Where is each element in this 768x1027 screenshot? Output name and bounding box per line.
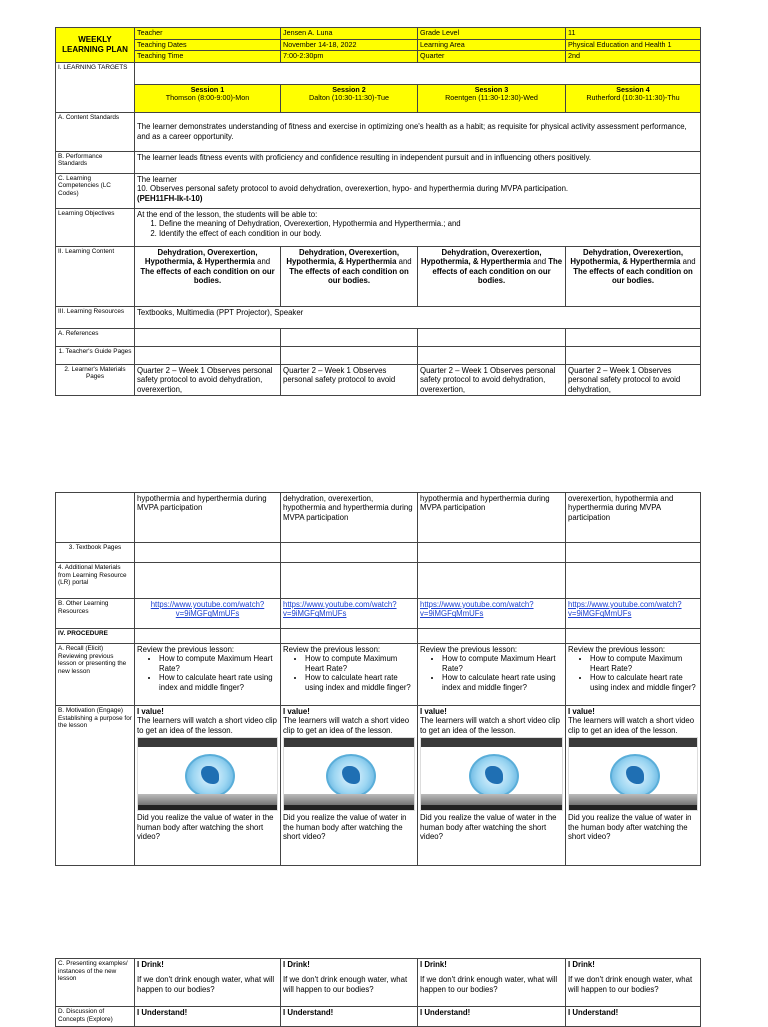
lm-pages: Quarter 2 – Week 1 Observes personal safety protocol to avoid dehydration,: [566, 364, 701, 395]
youtube-link[interactable]: https://www.youtube.com/watch?v=9iMGFqMmUFs: [420, 600, 534, 619]
blank-cell: [135, 328, 281, 346]
presenting-text: If we don't drink enough water, what will happen to our bodies?: [420, 975, 558, 994]
motivation-question: Did you realize the value of water in the human body after watching the short video?: [283, 813, 407, 842]
recall-item: • How to calculate heart rate using index and middle finger?: [159, 673, 278, 692]
learning-content-3: [418, 246, 566, 306]
discussion-title: I Understand!: [281, 1007, 418, 1027]
resource-link-cell: [135, 599, 281, 629]
recall-item: • How to compute Maximum Heart Rate?: [305, 654, 415, 673]
blank-cell: [135, 62, 701, 84]
performance-standards-text: The learner leads fitness events with proficiency and confidence resulting in independent pursuit and in influencing others positively.: [135, 151, 701, 173]
session-4: [566, 84, 701, 112]
motivation-question: Did you realize the value of water in the human body after watching the short video?: [137, 813, 274, 842]
presenting-text: If we don't drink enough water, what will happen to our bodies?: [137, 975, 275, 994]
globe-icon: [469, 754, 519, 798]
plan-table-3: [55, 958, 701, 1027]
recall-list: [568, 654, 698, 692]
video-thumbnail[interactable]: [420, 737, 563, 811]
session-name: Session 1: [190, 84, 225, 94]
learning-targets-label: I. LEARNING TARGETS: [56, 62, 135, 112]
content-topic: Dehydration, Overexertion, Hypothermia, & Hyperthermia: [286, 247, 400, 267]
recall-item: • How to calculate heart rate using index and middle finger?: [590, 673, 698, 692]
recall-item: • How to calculate heart rate using index and middle finger?: [442, 673, 563, 692]
recall-intro: Review the previous lesson:: [283, 645, 381, 654]
objectives-intro: At the end of the lesson, the students will be able to:: [137, 209, 318, 219]
recall-item: • How to compute Maximum Heart Rate?: [159, 654, 278, 673]
plan-table-1: [55, 27, 701, 396]
motivation-text: The learners will watch a short video clip to get an idea of the lesson.: [283, 716, 410, 735]
procedure-label: IV. PROCEDURE: [56, 629, 135, 644]
resource-link-cell: [418, 599, 566, 629]
blank-cell: [135, 629, 281, 644]
motivation-cell: [281, 706, 418, 866]
content-topic: Dehydration, Overexertion, Hypothermia, & Hyperthermia: [420, 247, 542, 267]
recall-cell: [418, 644, 566, 706]
session-detail: Dalton (10:30-11:30)-Tue: [309, 93, 389, 103]
session-3: [418, 84, 566, 112]
quarter-value: 2nd: [566, 51, 701, 63]
motivation-text: The learners will watch a short video clip to get an idea of the lesson.: [568, 716, 695, 735]
lm-pages: Quarter 2 – Week 1 Observes personal safety protocol to avoid dehydration, overexertion,: [135, 364, 281, 395]
session-1: [135, 84, 281, 112]
presenting-cell: [281, 959, 418, 1007]
presenting-title: I Drink!: [137, 960, 164, 969]
blank-cell: [281, 563, 418, 599]
youtube-link[interactable]: https://www.youtube.com/watch?v=9iMGFqMmUFs: [150, 600, 265, 619]
motivation-text: The learners will watch a short video clip to get an idea of the lesson.: [420, 716, 560, 735]
lm-pages-cont: hypothermia and hyperthermia during MVPA participation: [418, 493, 566, 543]
plan-page-1: [55, 27, 700, 396]
teacher-value: Jensen A. Luna: [281, 28, 418, 40]
recall-cell: [281, 644, 418, 706]
blank-cell: [566, 563, 701, 599]
dates-label: Teaching Dates: [135, 39, 281, 51]
blank-cell: [566, 543, 701, 563]
blank-cell: [418, 543, 566, 563]
content-effects: The effects of each condition on our bodies.: [573, 266, 693, 285]
content-topic: Dehydration, Overexertion, Hypothermia, & Hyperthermia: [570, 247, 684, 267]
recall-cell: [135, 644, 281, 706]
textbook-label: 3. Textbook Pages: [56, 543, 135, 563]
teachers-guide-label: 1. Teacher's Guide Pages: [56, 346, 135, 364]
youtube-link[interactable]: https://www.youtube.com/watch?v=9iMGFqMmUFs: [283, 600, 397, 619]
motivation-question: Did you realize the value of water in the human body after watching the short video?: [568, 813, 692, 842]
presenting-cell: [418, 959, 566, 1007]
session-detail: Rutherford (10:30-11:30)-Thu: [586, 93, 680, 103]
motivation-title: I value!: [568, 707, 595, 716]
content-standards-label: A. Content Standards: [56, 112, 135, 151]
learning-content-4: [566, 246, 701, 306]
presenting-cell: [566, 959, 701, 1007]
youtube-link[interactable]: https://www.youtube.com/watch?v=9iMGFqMmUFs: [568, 600, 682, 619]
presenting-title: I Drink!: [568, 960, 595, 969]
motivation-text: The learners will watch a short video clip to get an idea of the lesson.: [137, 716, 277, 735]
motivation-label: B. Motivation (Engage) Establishing a purpose for the lesson: [56, 706, 135, 866]
blank-cell: [281, 346, 418, 364]
discussion-title: I Understand!: [135, 1007, 281, 1027]
plan-table-2: [55, 492, 701, 866]
time-value: 7:00-2:30pm: [281, 51, 418, 63]
video-thumbnail[interactable]: [283, 737, 415, 811]
area-label: Learning Area: [418, 39, 566, 51]
motivation-cell: [566, 706, 701, 866]
other-resources-label: B. Other Learning Resources: [56, 599, 135, 629]
quarter-label: Quarter: [418, 51, 566, 63]
blank-cell: [566, 346, 701, 364]
recall-item: • How to calculate heart rate using index and middle finger?: [305, 673, 415, 692]
plan-title: WEEKLY LEARNING PLAN: [56, 28, 135, 63]
objectives-list: [137, 219, 698, 238]
blank-cell: [135, 543, 281, 563]
motivation-cell: [418, 706, 566, 866]
content-effects: The effects of each condition on our bodies.: [140, 266, 275, 285]
learning-content-2: [281, 246, 418, 306]
competency-text: 10. Observes personal safety protocol to avoid dehydration, overexertion, hypo- and hyperthermia during MVPA participation.: [137, 184, 569, 194]
time-label: Teaching Time: [135, 51, 281, 63]
lm-pages-cont: dehydration, overexertion, hypothermia and hyperthermia during MVPA participation: [281, 493, 418, 543]
recall-list: [137, 654, 278, 692]
teacher-label: Teacher: [135, 28, 281, 40]
content-effects: The effects of each condition on our bodies.: [289, 266, 409, 285]
motivation-title: I value!: [420, 707, 447, 716]
recall-intro: Review the previous lesson:: [568, 645, 666, 654]
blank-cell: [418, 629, 566, 644]
presenting-text: If we don't drink enough water, what will happen to our bodies?: [283, 975, 408, 994]
blank-cell: [281, 543, 418, 563]
session-detail: Thomson (8:00-9:00)-Mon: [165, 93, 250, 103]
video-thumbnail[interactable]: [137, 737, 278, 811]
learners-materials-label: 2. Learner's Materials Pages: [56, 364, 135, 395]
video-thumbnail[interactable]: [568, 737, 698, 811]
content-and: and: [533, 257, 547, 267]
recall-list: [420, 654, 563, 692]
content-and: and: [398, 257, 412, 267]
area-value: Physical Education and Health 1: [566, 39, 701, 51]
recall-item: • How to compute Maximum Heart Rate?: [442, 654, 563, 673]
recall-item: • How to compute Maximum Heart Rate?: [590, 654, 698, 673]
dates-value: November 14-18, 2022: [281, 39, 418, 51]
session-name: Session 3: [474, 84, 509, 94]
recall-list: [283, 654, 415, 692]
objective-item: 1. Define the meaning of Dehydration, Overexertion, Hypothermia and Hyperthermia.; and: [159, 219, 698, 228]
globe-icon: [610, 754, 660, 798]
plan-page-2: [55, 492, 700, 866]
discussion-title: I Understand!: [566, 1007, 701, 1027]
globe-icon: [326, 754, 376, 798]
content-and: and: [682, 257, 696, 267]
recall-intro: Review the previous lesson:: [420, 645, 518, 654]
recall-label: A. Recall (Elicit) Reviewing previous lesson or presenting the new lesson: [56, 644, 135, 706]
learning-content-1: [135, 246, 281, 306]
blank-cell: [418, 563, 566, 599]
blank-cell: [135, 346, 281, 364]
presenting-title: I Drink!: [420, 960, 447, 969]
lm-pages-cont: overexertion, hypothermia and hyperthermia during MVPA participation: [566, 493, 701, 543]
learning-resources-label: III. Learning Resources: [56, 306, 135, 328]
presenting-label: C. Presenting examples/ instances of the new lesson: [56, 959, 135, 1007]
recall-intro: Review the previous lesson:: [137, 645, 235, 654]
motivation-question: Did you realize the value of water in the human body after watching the short video?: [420, 813, 557, 842]
blank-cell: [418, 328, 566, 346]
content-and: and: [257, 257, 271, 267]
motivation-title: I value!: [137, 707, 164, 716]
blank-cell: [135, 563, 281, 599]
content-topic: Dehydration, Overexertion, Hypothermia, & Hyperthermia: [144, 247, 258, 267]
blank-cell: [281, 629, 418, 644]
presenting-cell: [135, 959, 281, 1007]
resource-link-cell: [566, 599, 701, 629]
discussion-label: D. Discussion of Concepts (Explore): [56, 1007, 135, 1027]
presenting-title: I Drink!: [283, 960, 310, 969]
grade-value: 11: [566, 28, 701, 40]
motivation-cell: [135, 706, 281, 866]
blank-cell: [418, 346, 566, 364]
session-name: Session 4: [616, 84, 650, 94]
grade-label: Grade Level: [418, 28, 566, 40]
session-2: [281, 84, 418, 112]
learning-resources-text: Textbooks, Multimedia (PPT Projector), Speaker: [135, 306, 701, 328]
references-label: A. References: [56, 328, 135, 346]
additional-materials-label: 4. Additional Materials from Learning Resource (LR) portal: [56, 563, 135, 599]
globe-icon: [185, 754, 235, 798]
discussion-title: I Understand!: [418, 1007, 566, 1027]
objectives-label: Learning Objectives: [56, 208, 135, 246]
content-effects: The effects of each condition on our bodies.: [432, 257, 563, 285]
blank-cell: [56, 493, 135, 543]
motivation-title: I value!: [283, 707, 310, 716]
competency-intro: The learner: [137, 174, 177, 184]
blank-cell: [566, 629, 701, 644]
blank-cell: [566, 328, 701, 346]
presenting-text: If we don't drink enough water, what will happen to our bodies?: [568, 975, 693, 994]
plan-page-3: [55, 958, 700, 1027]
competencies-cell: [135, 173, 701, 208]
session-name: Session 2: [332, 84, 366, 94]
learning-content-label: II. Learning Content: [56, 246, 135, 306]
objective-item: 2. Identify the effect of each condition in our body.: [159, 229, 698, 238]
resource-link-cell: [281, 599, 418, 629]
lm-pages-cont: hypothermia and hyperthermia during MVPA participation: [135, 493, 281, 543]
content-standards-text: The learner demonstrates understanding of fitness and exercise in optimizing one's health as a habit; as requisite for physical activity assessment performance, and as a career opportunity.: [135, 112, 701, 151]
lm-pages: Quarter 2 – Week 1 Observes personal safety protocol to avoid: [281, 364, 418, 395]
performance-standards-label: B. Performance Standards: [56, 151, 135, 173]
recall-cell: [566, 644, 701, 706]
competencies-label: C. Learning Competencies (LC Codes): [56, 173, 135, 208]
objectives-cell: [135, 208, 701, 246]
lm-pages: Quarter 2 – Week 1 Observes personal safety protocol to avoid dehydration, overexertion,: [418, 364, 566, 395]
blank-cell: [281, 328, 418, 346]
competency-code: (PEH11FH-Ik-t-10): [137, 193, 203, 203]
session-detail: Roentgen (11:30-12:30)-Wed: [445, 93, 538, 103]
